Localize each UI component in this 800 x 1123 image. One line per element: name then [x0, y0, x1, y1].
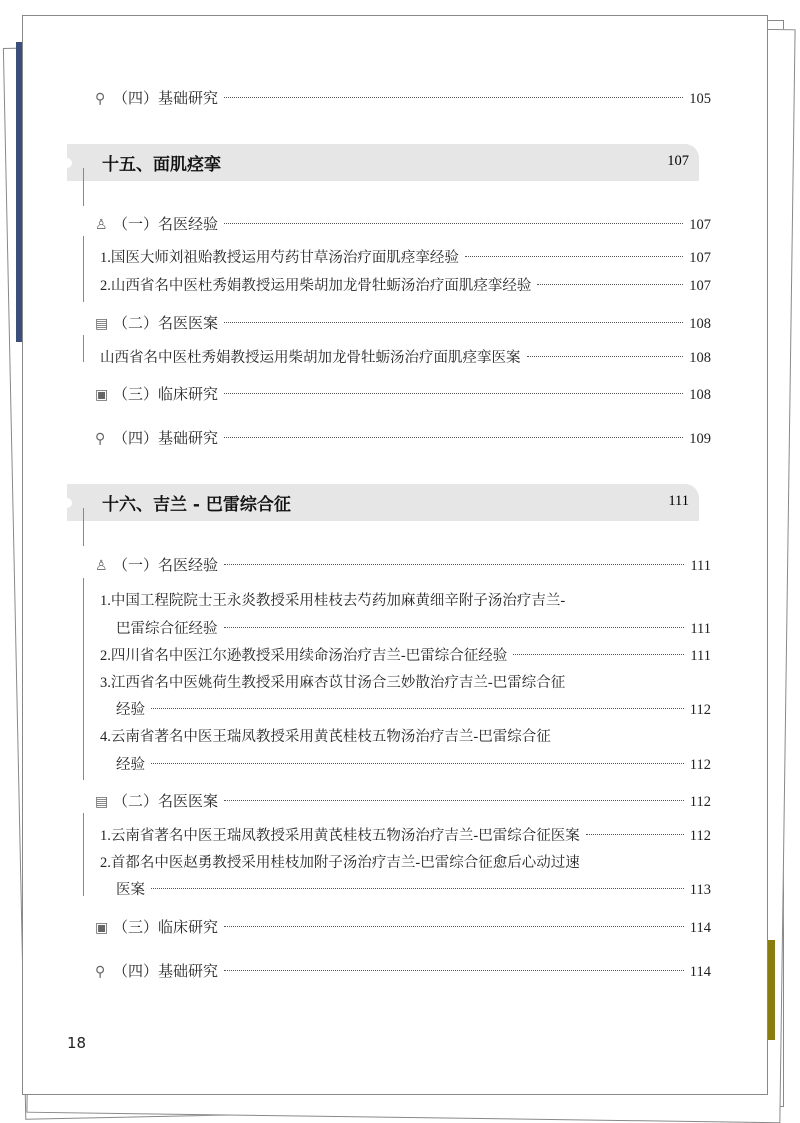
- toc-item-entry[interactable]: [116, 698, 711, 722]
- item-page: 108: [689, 350, 711, 366]
- toc-item-entry[interactable]: [100, 851, 711, 875]
- section-label: （一）名医经验: [113, 215, 219, 233]
- toc-section-entry[interactable]: [95, 86, 711, 110]
- toc-item-entry[interactable]: [100, 589, 711, 613]
- dot-leader: [513, 654, 684, 655]
- toc-section-entry[interactable]: [95, 915, 711, 939]
- item-title: 4.云南省著名中医王瑞凤教授采用黄芪桂枝五物汤治疗吉兰-巴雷综合征: [100, 729, 551, 745]
- chapter-header[interactable]: [67, 144, 699, 181]
- section-page: 107: [689, 217, 711, 233]
- item-page: 112: [689, 757, 711, 773]
- dot-leader: [586, 834, 684, 835]
- section-label: （二）名医医案: [113, 314, 219, 332]
- timeline-connector: [83, 168, 84, 206]
- dot-leader: [527, 356, 684, 357]
- dot-leader: [224, 970, 684, 971]
- dot-leader: [151, 708, 684, 709]
- toc-section-entry[interactable]: [95, 426, 711, 450]
- timeline-connector: [83, 335, 84, 362]
- dot-leader: [151, 888, 684, 889]
- dot-leader: [224, 322, 683, 323]
- item-title: 山西省名中医杜秀娟教授运用柴胡加龙骨牡蛎汤治疗面肌痉挛医案: [100, 350, 521, 366]
- toc-item-entry[interactable]: [100, 274, 711, 298]
- case-record-icon: ▤: [95, 794, 109, 810]
- section-page: 114: [689, 920, 711, 936]
- dot-leader: [537, 284, 683, 285]
- item-title: 3.江西省名中医姚荷生教授采用麻杏苡甘汤合三妙散治疗吉兰-巴雷综合征: [100, 675, 566, 691]
- toc-section-entry[interactable]: [95, 212, 711, 236]
- section-label: （三）临床研究: [113, 918, 219, 936]
- toc-item-entry[interactable]: [100, 346, 711, 370]
- chapter-page: 107: [667, 153, 689, 169]
- item-title: 2.首都名中医赵勇教授采用桂枝加附子汤治疗吉兰-巴雷综合征愈后心动过速: [100, 855, 580, 871]
- item-page: 112: [689, 702, 711, 718]
- section-label: （一）名医经验: [113, 556, 219, 574]
- timeline-connector: [83, 236, 84, 302]
- toc-item-entry[interactable]: [100, 824, 711, 848]
- dot-leader: [465, 256, 683, 257]
- item-page: 107: [689, 278, 711, 294]
- chapter-title: 十五、面肌痉挛: [102, 155, 221, 175]
- section-page: 108: [689, 387, 711, 403]
- item-title: 1.国医大师刘祖贻教授运用芍药甘草汤治疗面肌痉挛经验: [100, 250, 459, 266]
- doctor-icon: ♙: [95, 558, 108, 574]
- microscope-icon: ⚲: [95, 431, 106, 447]
- section-page: 114: [689, 964, 711, 980]
- item-title: 经验: [116, 702, 145, 718]
- section-label: （四）基础研究: [113, 89, 219, 107]
- toc-section-entry[interactable]: [95, 959, 711, 983]
- toc-item-entry[interactable]: [116, 878, 711, 902]
- dot-leader: [224, 223, 683, 224]
- section-page: 105: [689, 91, 711, 107]
- timeline-connector: [83, 578, 84, 780]
- item-page: 113: [689, 882, 711, 898]
- timeline-dot: [62, 498, 72, 508]
- section-page: 108: [689, 316, 711, 332]
- item-page: 112: [689, 828, 711, 844]
- timeline-connector: [83, 813, 84, 896]
- dot-leader: [224, 97, 683, 98]
- microscope-icon: ⚲: [95, 91, 106, 107]
- section-label: （二）名医医案: [113, 792, 219, 810]
- clinical-research-icon: ▣: [95, 920, 109, 936]
- toc-item-entry[interactable]: [100, 725, 711, 749]
- section-page: 112: [689, 794, 711, 810]
- chapter-header[interactable]: [67, 484, 699, 521]
- item-page: 107: [689, 250, 711, 266]
- toc-item-entry[interactable]: [116, 617, 711, 641]
- item-title: 经验: [116, 757, 145, 773]
- toc-item-entry[interactable]: [100, 644, 711, 668]
- toc-item-entry[interactable]: [116, 753, 711, 777]
- timeline-connector: [83, 508, 84, 546]
- toc-item-entry[interactable]: [100, 246, 711, 270]
- toc-section-entry[interactable]: [95, 311, 711, 335]
- item-title: 巴雷综合征经验: [116, 621, 218, 637]
- dot-leader: [224, 564, 684, 565]
- toc-section-entry[interactable]: [95, 553, 711, 577]
- dot-leader: [151, 763, 684, 764]
- microscope-icon: ⚲: [95, 964, 106, 980]
- section-label: （四）基础研究: [113, 962, 219, 980]
- section-label: （三）临床研究: [113, 385, 219, 403]
- dot-leader: [224, 393, 683, 394]
- dot-leader: [224, 800, 684, 801]
- section-page: 109: [689, 431, 711, 447]
- toc-section-entry[interactable]: [95, 789, 711, 813]
- timeline-dot: [62, 158, 72, 168]
- section-label: （四）基础研究: [113, 429, 219, 447]
- chapter-page: 111: [668, 493, 689, 509]
- toc-item-entry[interactable]: [100, 671, 711, 695]
- dot-leader: [224, 926, 684, 927]
- item-page: 111: [690, 621, 711, 637]
- cover-edge-olive: [768, 940, 775, 1040]
- section-page: 111: [690, 558, 711, 574]
- item-title: 1.云南省著名中医王瑞凤教授采用黄芪桂枝五物汤治疗吉兰-巴雷综合征医案: [100, 828, 580, 844]
- clinical-research-icon: ▣: [95, 387, 109, 403]
- item-title: 1.中国工程院院士王永炎教授采用桂枝去芍药加麻黄细辛附子汤治疗吉兰-: [100, 593, 566, 609]
- item-title: 2.四川省名中医江尔逊教授采用续命汤治疗吉兰-巴雷综合征经验: [100, 648, 508, 664]
- chapter-title: 十六、吉兰 - 巴雷综合征: [102, 495, 291, 515]
- dot-leader: [224, 627, 685, 628]
- doctor-icon: ♙: [95, 217, 108, 233]
- case-record-icon: ▤: [95, 316, 109, 332]
- page-number: 18: [67, 1034, 87, 1052]
- toc-section-entry[interactable]: [95, 382, 711, 406]
- item-page: 111: [690, 648, 711, 664]
- dot-leader: [224, 437, 683, 438]
- item-title: 2.山西省名中医杜秀娟教授运用柴胡加龙骨牡蛎汤治疗面肌痉挛经验: [100, 278, 532, 294]
- item-title: 医案: [116, 882, 145, 898]
- toc-page: [22, 15, 768, 1095]
